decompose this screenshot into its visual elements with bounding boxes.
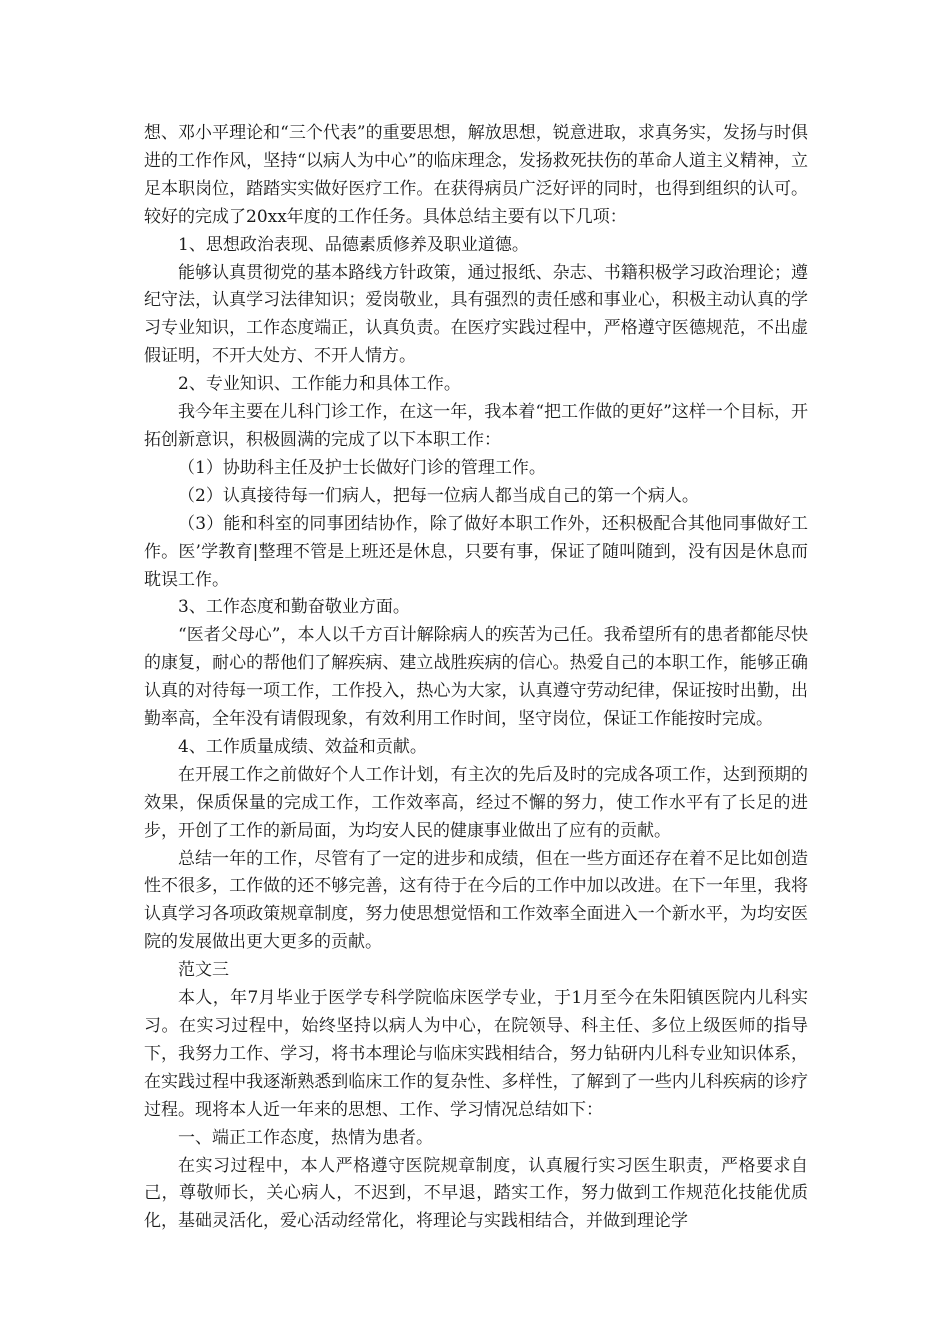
paragraph-section-3: “医者父母心”，本人以千方百计解除病人的疾苦为己任。我希望所有的患者都能尽快的康复，耐心的帮他们了解疾病、建立战胜疾病的信心。热爱自己的本职工作，能够正确认真的对待每一项工作，工作投入，热心为大家，认真遵守劳动纪律，保证按时出勤，出勤率高，全年没有请假现象，有效利用工作时间，坚守岗位，保证工作能按时完成。 bbox=[144, 625, 808, 730]
list-item-1: （1）协助科主任及护士长做好门诊的管理工作。 bbox=[178, 457, 546, 478]
list-item-2: （2）认真接待每一们病人，把每一位病人都当成自己的第一个病人。 bbox=[178, 485, 699, 506]
document-page bbox=[144, 120, 808, 1236]
paragraph-intro-continued: 想、邓小平理论和“三个代表”的重要思想，解放思想，锐意进取，求真务实，发扬与时俱进的工作作风，坚持“以病人为中心”的临床理念，发扬救死扶伤的革命人道主义精神，立足本职岗位，踏踏实实做好医疗工作。在获得病员广泛好评的同时，也得到组织的认可。较好的完成了20xx年度的工作任务。具体总结主要有以下几项： bbox=[144, 123, 808, 227]
paragraph-summary: 总结一年的工作，尽管有了一定的进步和成绩，但在一些方面还存在着不足比如创造性不很多，工作做的还不够完善，这有待于在今后的工作中加以改进。在下一年里，我将认真学习各项政策规章制度，努力使思想觉悟和工作效率全面进入一个新水平，为均安医院的发展做出更大更多的贡献。 bbox=[144, 848, 808, 953]
heading-sample-3-section-1: 一、端正工作态度，热情为患者。 bbox=[178, 1127, 433, 1148]
paragraph-sample-3-intro: 本人，年7月毕业于医学专科学院临床医学专业，于1月至今在朱阳镇医院内儿科实习。在实习过程中，始终坚持以病人为中心，在院领导、科主任、多位上级医师的指导下，我努力工作、学习，将书本理论与临床实践相结合，努力钻研内儿科专业知识体系，在实践过程中我逐渐熟悉到临床工作的复杂性、多样性，了解到了一些内儿科疾病的诊疗过程。现将本人近一年来的思想、工作、学习情况总结如下： bbox=[144, 988, 808, 1120]
heading-section-4: 4、工作质量成绩、效益和贡献。 bbox=[178, 736, 427, 757]
heading-section-3: 3、工作态度和勤奋敬业方面。 bbox=[178, 597, 410, 618]
heading-section-1: 1、思想政治表现、品德素质修养及职业道德。 bbox=[178, 234, 529, 255]
paragraph-section-1: 能够认真贯彻党的基本路线方针政策，通过报纸、杂志、书籍积极学习政治理论；遵纪守法，认真学习法律知识；爱岗敬业，具有强烈的责任感和事业心，积极主动认真的学习专业知识，工作态度端正，认真负责。在医疗实践过程中，严格遵守医德规范，不出虚假证明，不开大处方、不开人情方。 bbox=[144, 262, 808, 367]
paragraph-section-2: 我今年主要在儿科门诊工作，在这一年，我本着“把工作做的更好”这样一个目标，开拓创新意识，积极圆满的完成了以下本职工作： bbox=[144, 402, 808, 450]
list-item-3: （3）能和科室的同事团结协作，除了做好本职工作外，还积极配合其他同事做好工作。医’学教育|整理不管是上班还是休息，只要有事，保证了随叫随到，没有因是休息而耽误工作。 bbox=[144, 513, 808, 590]
heading-sample-3: 范文三 bbox=[178, 960, 229, 981]
paragraph-sample-3-section-1: 在实习过程中，本人严格遵守医院规章制度，认真履行实习医生职责，严格要求自己，尊敬师长，关心病人，不迟到，不早退，踏实工作，努力做到工作规范化技能优质化，基础灵活化，爱心活动经常化，将理论与实践相结合，并做到理论学 bbox=[144, 1155, 808, 1232]
heading-section-2: 2、专业知识、工作能力和具体工作。 bbox=[178, 374, 461, 395]
paragraph-section-4: 在开展工作之前做好个人工作计划，有主次的先后及时的完成各项工作，达到预期的效果，保质保量的完成工作，工作效率高，经过不懈的努力，使工作水平有了长足的进步，开创了工作的新局面，为均安人民的健康事业做出了应有的贡献。 bbox=[144, 764, 808, 841]
